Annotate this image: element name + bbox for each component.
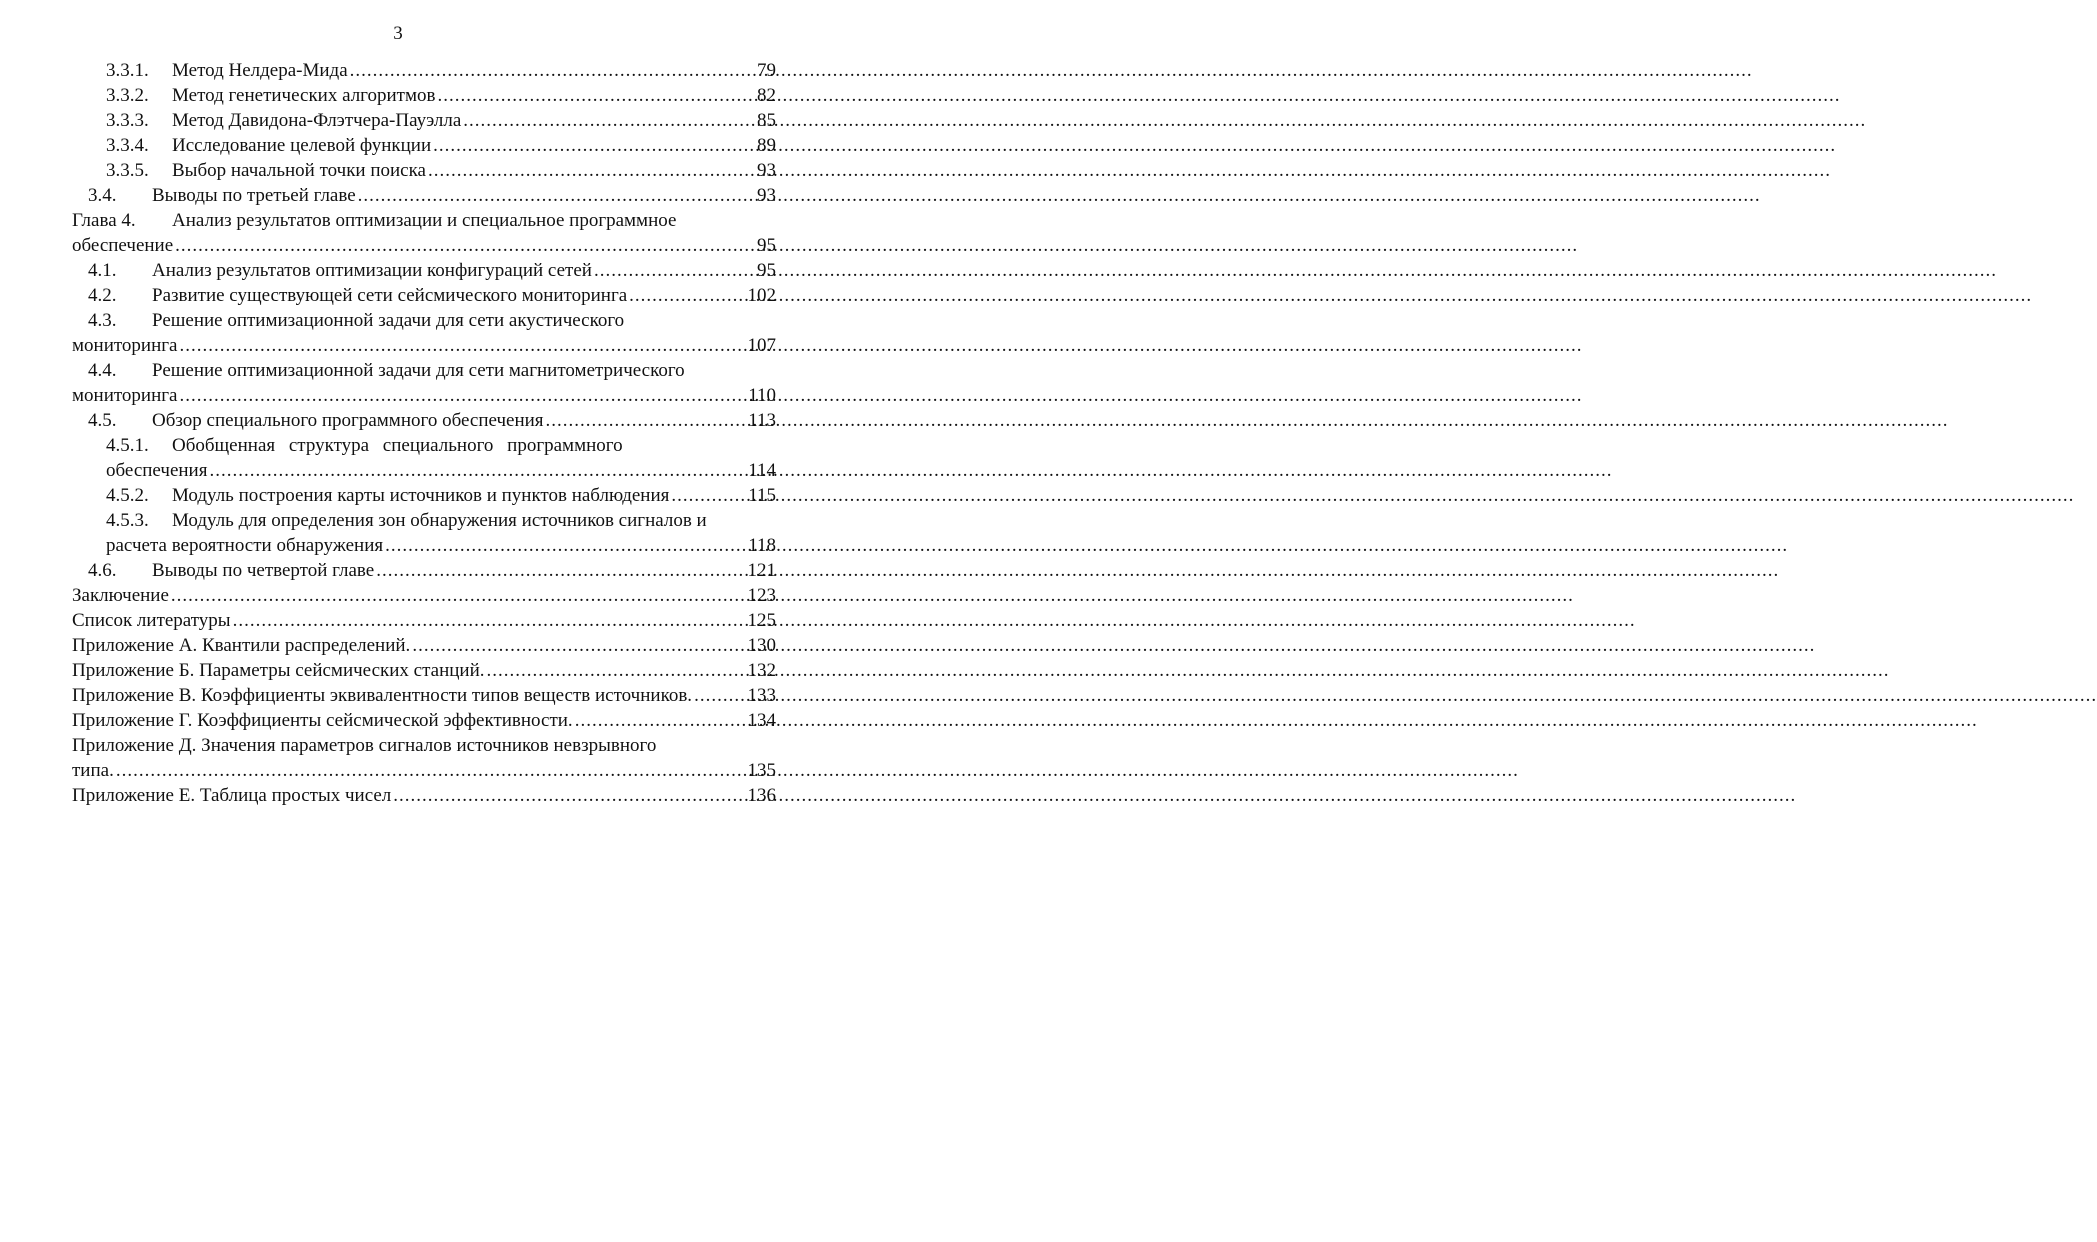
- toc-title: Выводы по третьей главе: [152, 185, 356, 206]
- toc-number: 3.3.5.: [106, 160, 149, 181]
- toc-number: 4.5.2.: [106, 485, 149, 506]
- toc-entry-4-2: [72, 283, 776, 308]
- toc-entry-appendix-a: [72, 633, 776, 658]
- toc-leader-dots: [175, 233, 755, 258]
- toc-title: Приложение А. Квантили распределений.: [72, 635, 411, 656]
- toc-title: Исследование целевой функции: [172, 135, 432, 156]
- toc-leader-dots: [179, 333, 745, 358]
- toc-number: 3.3.1.: [106, 60, 149, 81]
- toc-number: 4.5.1.: [106, 435, 149, 456]
- toc-leader-dots: [594, 258, 755, 283]
- toc-entry-3-4: [72, 183, 776, 208]
- toc-title: Метод генетических алгоритмов: [172, 85, 436, 106]
- toc-page-number: 125: [747, 610, 776, 631]
- page-number: 3: [393, 23, 403, 44]
- toc-number: 4.4.: [88, 360, 117, 381]
- toc-title: Анализ результатов оптимизации конфигураций сетей: [152, 260, 592, 281]
- toc-leader-dots: [385, 533, 746, 558]
- toc-entry-appendix-g: [72, 708, 776, 733]
- toc-page-number: 95: [757, 260, 776, 281]
- toc-page-number: 110: [748, 385, 776, 406]
- toc-leader-dots: [428, 158, 755, 183]
- toc-title-line-2: расчета вероятности обнаружения: [106, 535, 384, 556]
- toc-number: 4.1.: [88, 260, 117, 281]
- toc-page-number: 130: [747, 635, 776, 656]
- toc-title: Выбор начальной точки поиска: [172, 160, 426, 181]
- toc-page-number: 136: [747, 785, 776, 806]
- toc-number: 3.3.4.: [106, 135, 149, 156]
- toc-title-line-1: Решение оптимизационной задачи для сети магнитометрического: [152, 360, 685, 381]
- toc-entry-references: [72, 608, 776, 633]
- toc-entry-appendix-v: [72, 683, 776, 708]
- toc-entry-chapter-4: [72, 208, 776, 258]
- toc-page-number: 134: [747, 710, 776, 731]
- toc-leader-dots: [209, 458, 746, 483]
- toc-title: Список литературы: [72, 610, 231, 631]
- table-of-contents: [72, 58, 776, 808]
- toc-title: Приложение Г. Коэффициенты сейсмической эффективности.: [72, 710, 573, 731]
- toc-number: Глава 4.: [72, 210, 136, 231]
- toc-entry-3-3-2: [72, 83, 776, 108]
- toc-leader-dots: [671, 483, 746, 508]
- toc-number: 3.3.2.: [106, 85, 149, 106]
- toc-title: Выводы по четвертой главе: [152, 560, 375, 581]
- toc-page-number: 133: [747, 685, 776, 706]
- toc-title: Метод Нелдера-Мида: [172, 60, 348, 81]
- toc-entry-3-3-5: [72, 158, 776, 183]
- toc-leader-dots: [358, 183, 755, 208]
- toc-number: 4.5.: [88, 410, 117, 431]
- toc-leader-dots: [376, 558, 745, 583]
- toc-leader-dots: [350, 58, 755, 83]
- toc-entry-4-4: [72, 358, 776, 408]
- toc-page-number: 114: [748, 460, 776, 481]
- toc-page-number: 82: [757, 85, 776, 106]
- toc-page-number: 118: [748, 535, 776, 556]
- toc-title: Приложение Е. Таблица простых чисел: [72, 785, 392, 806]
- toc-page-number: 79: [757, 60, 776, 81]
- toc-leader-dots: [463, 108, 755, 133]
- toc-leader-dots: [437, 83, 755, 108]
- toc-page-number: 121: [747, 560, 776, 581]
- toc-title: Модуль построения карты источников и пунктов наблюдения: [172, 485, 670, 506]
- toc-page-number: 93: [757, 160, 776, 181]
- toc-number: 3.4.: [88, 185, 117, 206]
- toc-entry-4-5: [72, 408, 776, 433]
- toc-page-number: 102: [747, 285, 776, 306]
- toc-title-line-2: обеспечения: [106, 460, 208, 481]
- toc-entry-3-3-1: [72, 58, 776, 83]
- toc-title: Приложение Б. Параметры сейсмических станций.: [72, 660, 485, 681]
- toc-title: Приложение В. Коэффициенты эквивалентности типов веществ источников.: [72, 685, 693, 706]
- toc-page-number: 135: [747, 760, 776, 781]
- toc-page-number: 123: [747, 585, 776, 606]
- toc-entry-3-3-3: [72, 108, 776, 133]
- toc-title-line-2: мониторинга: [72, 385, 178, 406]
- toc-page-number: 85: [757, 110, 776, 131]
- toc-title: Метод Давидона-Флэтчера-Пауэлла: [172, 110, 462, 131]
- toc-page-number: 95: [757, 235, 776, 256]
- toc-leader-dots: [694, 683, 745, 708]
- toc-leader-dots: [487, 658, 746, 683]
- toc-entry-4-5-2: [72, 483, 776, 508]
- toc-entry-4-1: [72, 258, 776, 283]
- toc-leader-dots: [546, 408, 747, 433]
- toc-entry-4-3: [72, 308, 776, 358]
- toc-entry-appendix-d: [72, 733, 776, 783]
- toc-entry-conclusion: [72, 583, 776, 608]
- toc-title-line-2: типа.: [72, 760, 114, 781]
- toc-page-number: 89: [757, 135, 776, 156]
- toc-number: 3.3.3.: [106, 110, 149, 131]
- toc-title: Развитие существующей сети сейсмического мониторинга: [152, 285, 628, 306]
- toc-title-line-2: обеспечение: [72, 235, 174, 256]
- toc-entry-4-5-1: [72, 433, 776, 483]
- toc-leader-dots: [433, 133, 755, 158]
- toc-number: 4.5.3.: [106, 510, 149, 531]
- toc-title-line-1: Анализ результатов оптимизации и специальное программное: [172, 210, 677, 231]
- toc-leader-dots: [629, 283, 745, 308]
- toc-title-line-1: Решение оптимизационной задачи для сети акустического: [152, 310, 625, 331]
- toc-page-number: 115: [748, 485, 776, 506]
- toc-title-line-1: Модуль для определения зон обнаружения источников сигналов и: [172, 510, 707, 531]
- toc-title: Обзор специального программного обеспечения: [152, 410, 544, 431]
- toc-title-line-1: Приложение Д. Значения параметров сигналов источников невзрывного: [72, 735, 657, 756]
- toc-leader-dots: [575, 708, 746, 733]
- toc-leader-dots: [116, 758, 746, 783]
- toc-number: 4.2.: [88, 285, 117, 306]
- toc-leader-dots: [393, 783, 745, 808]
- toc-number: 4.6.: [88, 560, 117, 581]
- toc-title-line-1: Обобщенная структура специального программного: [172, 435, 623, 456]
- toc-entry-appendix-e: [72, 783, 776, 808]
- toc-leader-dots: [171, 583, 746, 608]
- toc-entry-appendix-b: [72, 658, 776, 683]
- toc-leader-dots: [233, 608, 746, 633]
- toc-entry-4-6: [72, 558, 776, 583]
- toc-page-number: 93: [757, 185, 776, 206]
- toc-number: 4.3.: [88, 310, 117, 331]
- toc-title-line-2: мониторинга: [72, 335, 178, 356]
- toc-leader-dots: [412, 633, 745, 658]
- toc-page-number: 132: [747, 660, 776, 681]
- toc-page-number: 107: [747, 335, 776, 356]
- toc-page-number: 113: [748, 410, 776, 431]
- toc-entry-4-5-3: [72, 508, 776, 558]
- toc-entry-3-3-4: [72, 133, 776, 158]
- toc-title: Заключение: [72, 585, 169, 606]
- toc-leader-dots: [179, 383, 746, 408]
